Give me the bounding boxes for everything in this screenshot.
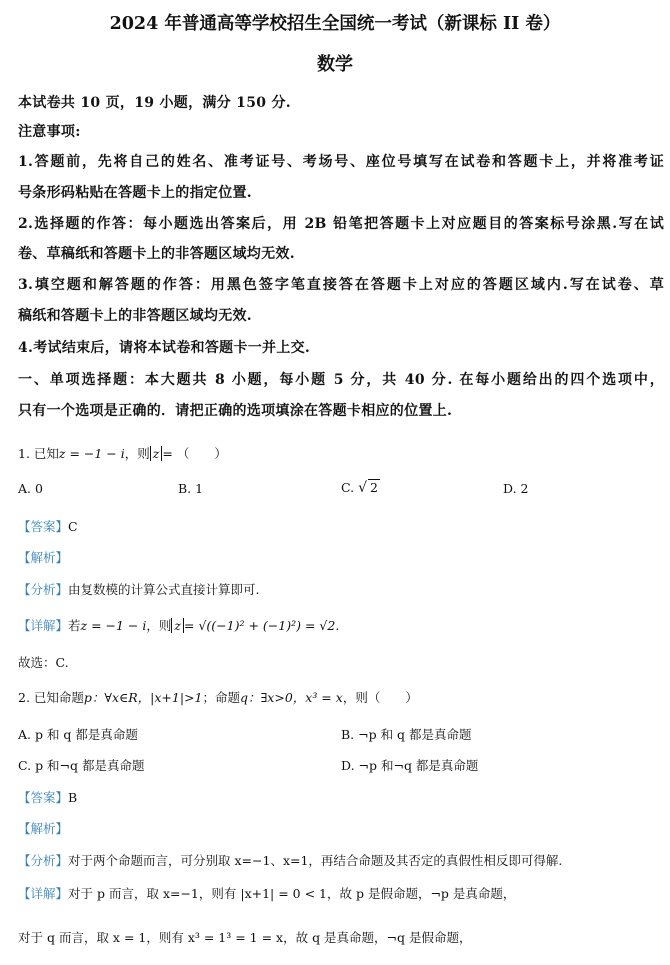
question-1-stem: 1. 已知z = −1 − i，则 z = （ ） [18,446,227,461]
question-1-option-c: C. √ 2 [341,480,378,496]
question-2-answer: 【答案】B [18,790,78,805]
question-1-conclusion: 故选：C. [18,655,69,670]
exam-title: 2024 年普通高等学校招生全国统一考试（新课标 II 卷） [109,14,561,34]
question-2-analysis-tag: 【解析】 [18,821,69,836]
exam-summary: 本试卷共 10 页，19 小题，满分 150 分. [18,95,291,111]
question-2-detail-continued: 对于 q 而言，取 x = 1，则有 x³ = 1³ = 1 = x，故 q 是真命题，¬q 是假命题， [18,930,472,945]
question-1-fenxi: 【分析】由复数模的计算公式直接计算即可. [18,582,260,597]
notice-line: 4.考试结束后，请将本试卷和答题卡一并上交. [18,340,311,356]
question-1-option-d: D. 2 [503,481,529,496]
question-1-option-b: B. 1 [178,481,204,496]
notice-line: 2.选择题的作答：每小题选出答案后，用 2B 铅笔把答题卡上对应题目的答案标号涂黑.写在试 [18,216,664,232]
question-1-detail: 【详解】若z = −1 − i，则 z = √((−1)² + (−1)²) = √2. [18,618,340,633]
notice-line: 卷、草稿纸和答题卡上的非答题区域均无效. [18,246,295,262]
notice-line: 3.填空题和解答题的作答：用黑色签字笔直接答在答题卡上对应的答题区域内.写在试卷、草 [18,277,664,293]
question-2-fenxi: 【分析】对于两个命题而言，可分别取 x=−1、x=1，再结合命题及其否定的真假性相反即可得解. [18,853,563,868]
question-1-analysis-tag: 【解析】 [18,550,69,565]
section-heading: 只有一个选项是正确的．请把正确的选项填涂在答题卡相应的位置上. [18,403,453,419]
question-1-answer: 【答案】C [18,519,78,534]
question-2-option-b: B. ¬p 和 q 都是真命题 [341,727,472,742]
notice-heading: 注意事项: [18,124,81,140]
question-2-option-d: D. ¬p 和¬q 都是真命题 [341,758,479,773]
notice-line: 稿纸和答题卡上的非答题区域均无效. [18,308,252,324]
section-heading: 一、单项选择题：本大题共 8 小题，每小题 5 分，共 40 分. 在每小题给出的四个选项中， [18,372,664,388]
question-2-option-c: C. p 和¬q 都是真命题 [18,758,145,773]
subject-title: 数学 [317,54,353,75]
question-2-detail: 【详解】对于 p 而言，取 x=−1，则有 |x+1| = 0 < 1，故 p 是假命题，¬p 是真命题， [18,886,516,901]
question-1-option-a: A. 0 [18,481,43,496]
notice-line: 1.答题前，先将自己的姓名、准考证号、考场号、座位号填写在试卷和答题卡上，并将准考证 [18,154,664,170]
question-2-option-a: A. p 和 q 都是真命题 [18,727,138,742]
notice-line: 号条形码粘贴在答题卡上的指定位置. [18,185,252,201]
question-2-stem: 2. 已知命题p：∀x∈R，|x+1|>1；命题q：∃x>0，x³ = x，则（ ） [18,690,418,705]
